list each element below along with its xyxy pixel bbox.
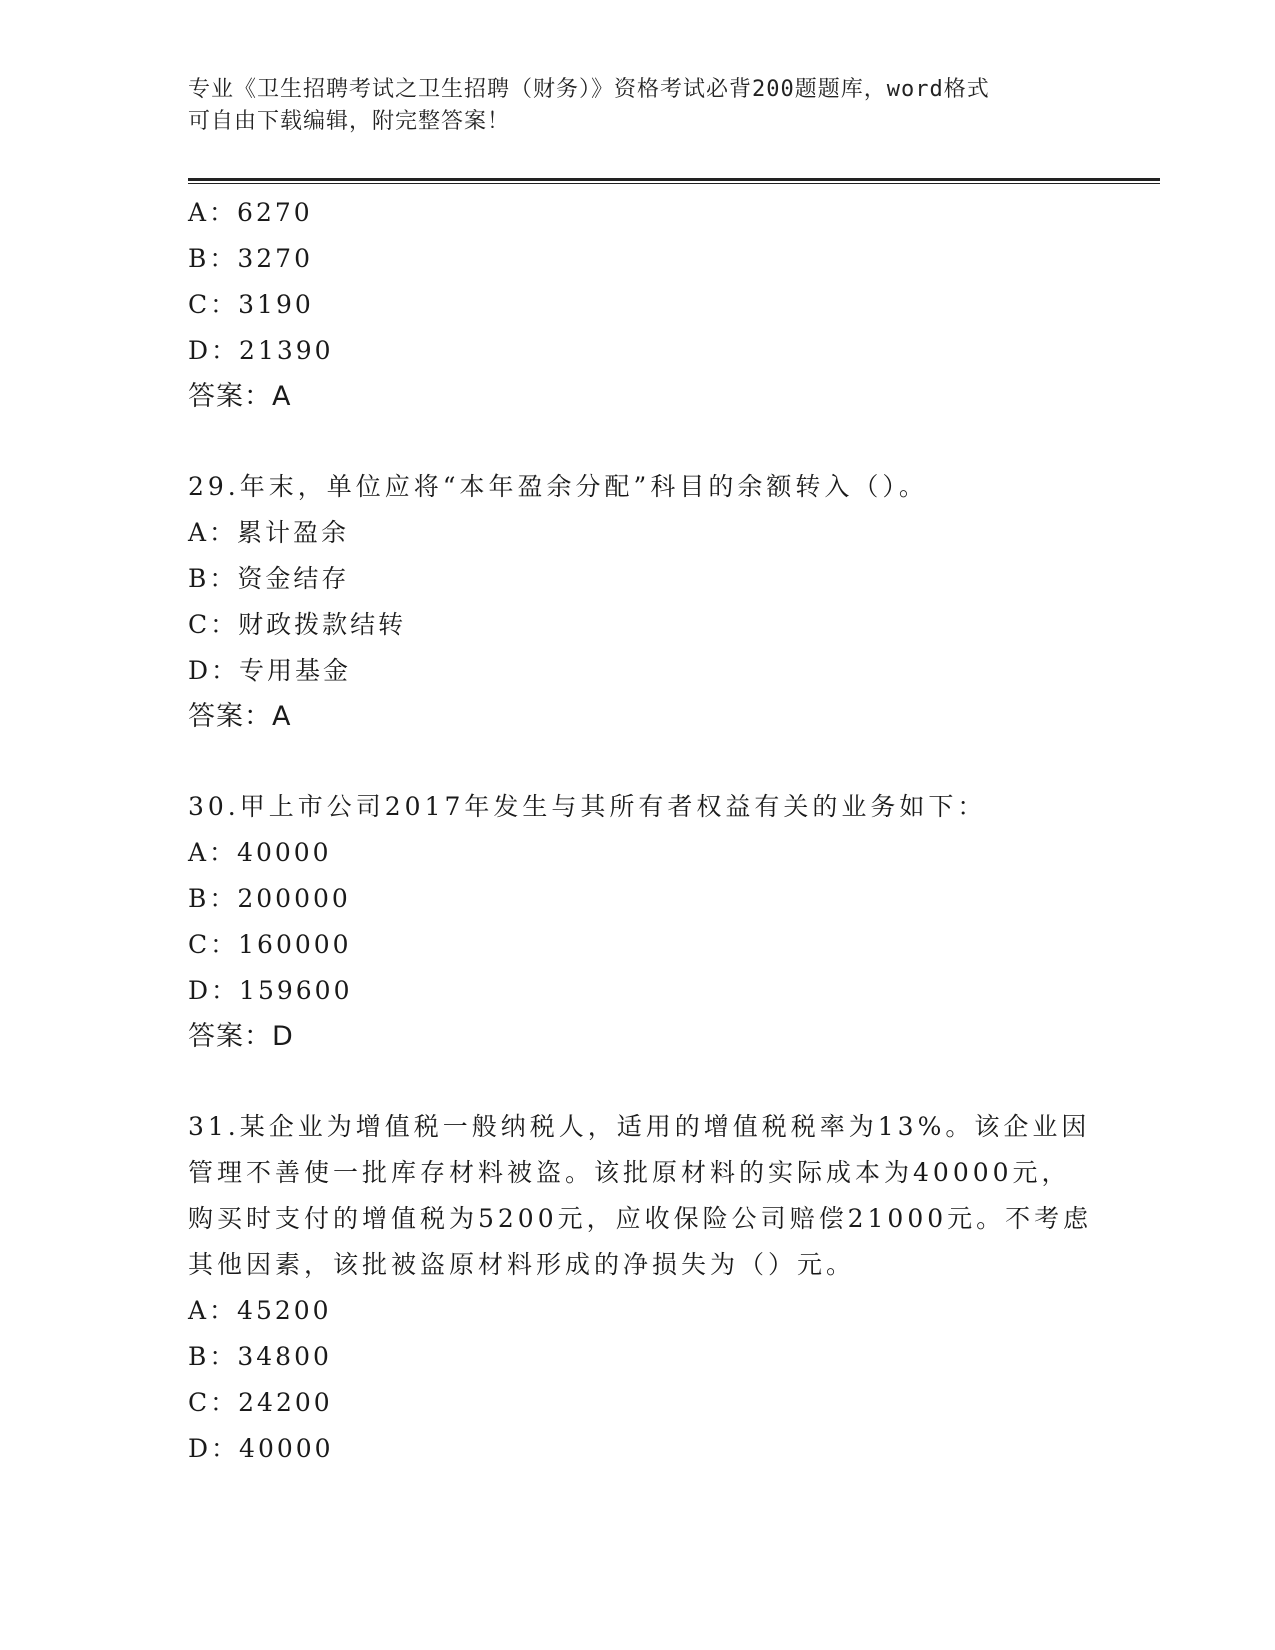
option-c: C：160000 bbox=[188, 930, 352, 959]
option-b: B：34800 bbox=[188, 1342, 332, 1371]
option-d: D：40000 bbox=[188, 1434, 334, 1463]
option-b: B：3270 bbox=[188, 244, 313, 273]
option-c: C：24200 bbox=[188, 1388, 333, 1417]
spacer bbox=[188, 1060, 1088, 1104]
document-body bbox=[188, 190, 1093, 1472]
question-stem: 29.年末，单位应将“本年盈余分配”科目的余额转入（）。 bbox=[188, 472, 928, 501]
option-d: D：21390 bbox=[188, 336, 334, 365]
header-divider-thin bbox=[188, 183, 1160, 184]
question-31 bbox=[188, 1104, 1093, 1472]
question-29 bbox=[188, 464, 1088, 740]
question-stem-line-3: 购买时支付的增值税为5200元，应收保险公司赔偿21000元。不考虑 bbox=[188, 1204, 1093, 1233]
header-divider-thick bbox=[188, 178, 1160, 181]
option-a: A：40000 bbox=[188, 838, 332, 867]
document-header bbox=[188, 74, 1068, 138]
option-d: D：专用基金 bbox=[188, 656, 352, 685]
question-stem: 30.甲上市公司2017年发生与其所有者权益有关的业务如下： bbox=[188, 792, 987, 821]
spacer bbox=[188, 420, 1088, 464]
option-b: B：200000 bbox=[188, 884, 351, 913]
option-a: A：6270 bbox=[188, 198, 313, 227]
option-b: B：资金结存 bbox=[188, 564, 350, 593]
question-stem-line-4: 其他因素，该批被盗原材料形成的净损失为（）元。 bbox=[188, 1250, 856, 1279]
question-stem-line-2: 管理不善使一批库存材料被盗。该批原材料的实际成本为40000元， bbox=[188, 1158, 1071, 1187]
option-c: C：3190 bbox=[188, 290, 314, 319]
option-a: A：45200 bbox=[188, 1296, 332, 1325]
header-line-2: 可自由下载编辑，附完整答案！ bbox=[188, 109, 511, 134]
spacer bbox=[188, 740, 1088, 784]
answer-line: 答案：A bbox=[188, 701, 292, 732]
answer-line: 答案：D bbox=[188, 1021, 294, 1052]
option-a: A：累计盈余 bbox=[188, 518, 350, 547]
header-line-1: 专业《卫生招聘考试之卫生招聘（财务）》资格考试必背200题题库，word格式 bbox=[188, 77, 990, 102]
answer-line: 答案：A bbox=[188, 381, 292, 412]
option-c: C：财政拨款结转 bbox=[188, 610, 407, 639]
option-d: D：159600 bbox=[188, 976, 353, 1005]
question-28 bbox=[188, 190, 1088, 420]
question-30 bbox=[188, 784, 1088, 1060]
question-stem-line-1: 31.某企业为增值税一般纳税人，适用的增值税税率为13%。该企业因 bbox=[188, 1112, 1091, 1141]
